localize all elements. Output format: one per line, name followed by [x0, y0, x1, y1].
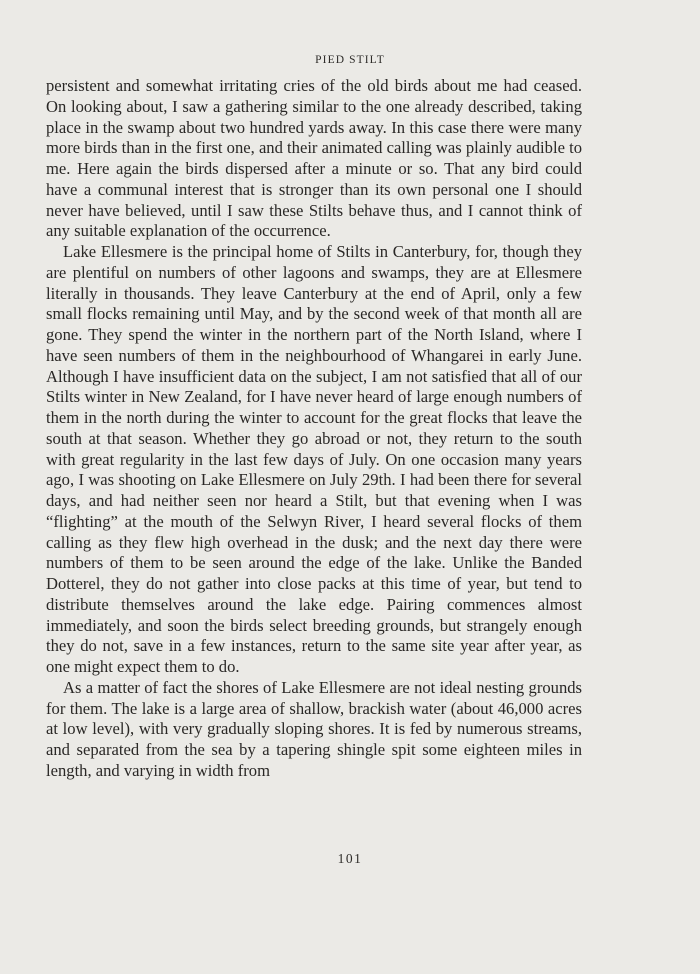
running-head: PIED STILT [315, 54, 385, 66]
paragraph-continued: persistent and somewhat irritating cries of the old birds about me had ceased. On looking about, I saw a gathering similar to the one already described, taking place in the swamp about two hundred yards away. In this case there were many more birds than in the first one, and their animated calling was plainly audible to me. Here again the birds dispersed after a minute or so. That any bird could have a communal interest that is stronger than its own personal one I should never have believed, until I saw these Stilts behave thus, and I cannot think of any suitable explanation of the occurrence. [46, 76, 582, 241]
paragraph-nesting-grounds: As a matter of fact the shores of Lake Ellesmere are not ideal nesting grounds for them. The lake is a large area of shallow, brackish water (about 46,000 acres at low level), with very gradually sloping shores. It is fed by numerous streams, and separated from the sea by a tapering shingle spit some eighteen miles in length, and varying in width from [46, 677, 582, 780]
body-text [46, 76, 582, 782]
paragraph-lake-ellesmere: Lake Ellesmere is the principal home of Stilts in Canterbury, for, though they are plentiful on numbers of other lagoons and swamps, they are at Ellesmere literally in thousands. They leave Canterbury at the end of April, only a few small flocks remaining until May, and by the second week of that month all are gone. They spend the winter in the northern part of the North Island, where I have seen numbers of them in the neighbourhood of Whangarei in early June. Although I have insufficient data on the subject, I am not satisfied that all of our Stilts winter in New Zealand, for I have never heard of large enough numbers of them in the north during the winter to account for the great flocks that leave the south at that season. Whether they go abroad or not, they return to the south with great regularity in the last few days of July. On one occasion many years ago, I was shooting on Lake Ellesmere on July 29th. I had been there for several days, and had neither seen nor heard a Stilt, but that evening when I was “flighting” at the mouth of the Selwyn River, I heard several flocks of them calling as they flew high overhead in the dusk; and the next day there were numbers of them to be seen around the edge of the lake. Unlike the Banded Dotterel, they do not gather into close packs at this time of year, but tend to distribute themselves around the lake edge. Pairing commences almost immediately, and soon the birds select breeding grounds, but strangely enough they do not, save in a few instances, return to the same site year after year, as one might expect them to do. [46, 242, 582, 676]
page-number: 101 [337, 851, 363, 866]
